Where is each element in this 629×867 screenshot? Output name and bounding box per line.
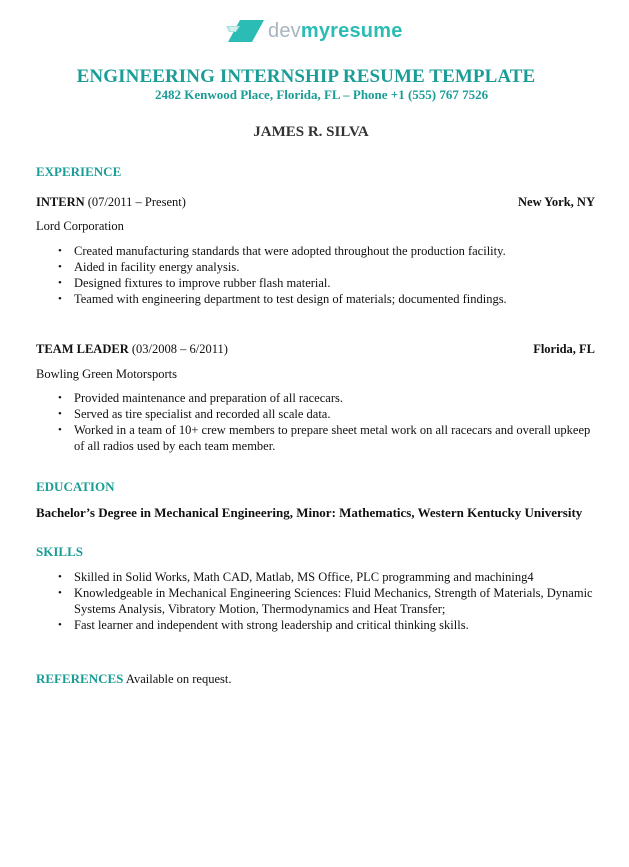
bullet-icon: • <box>58 408 62 420</box>
skills-bullets <box>36 569 596 633</box>
references-line <box>36 671 232 687</box>
list-item <box>36 275 596 291</box>
bullet-icon: • <box>58 277 62 289</box>
job-header-1 <box>36 195 595 210</box>
bullet-text: Created manufacturing standards that were adopted throughout the production facility. <box>74 244 506 258</box>
list-item <box>36 291 596 307</box>
bullet-text: Aided in facility energy analysis. <box>74 260 240 274</box>
bullet-text: Worked in a team of 10+ crew members to prepare sheet metal work on all racecars and overall upkeep of all radios used by each team member. <box>74 423 591 453</box>
job-title-dates <box>36 195 186 210</box>
contact-address: 2482 Kenwood Place, Florida, FL – Phone +1 (555) 767 7526 <box>155 87 489 102</box>
job-title: INTERN <box>36 195 85 209</box>
job-title: TEAM LEADER <box>36 342 129 356</box>
job-dates: (03/2008 – 6/2011) <box>128 342 228 356</box>
brand-logo[interactable] <box>226 16 403 46</box>
resume-title: ENGINEERING INTERNSHIP RESUME TEMPLATE <box>76 66 536 87</box>
bullet-icon: • <box>58 587 62 599</box>
bullet-icon: • <box>58 392 62 404</box>
bullet-icon: • <box>58 571 62 583</box>
job-company: Bowling Green Motorsports <box>36 367 177 381</box>
list-item <box>36 617 596 633</box>
job-bullets-1 <box>36 243 596 307</box>
bullet-text: Provided maintenance and preparation of all racecars. <box>74 391 343 405</box>
bullet-icon: • <box>58 261 62 273</box>
brand-name-bold: myresume <box>300 19 403 42</box>
list-item <box>36 390 596 406</box>
bullet-text: Skilled in Solid Works, Math CAD, Matlab, MS Office, PLC programming and machining4 <box>74 570 534 584</box>
list-item <box>36 585 596 617</box>
bullet-icon: • <box>58 619 62 631</box>
list-item <box>36 422 596 454</box>
bullet-text: Knowledgeable in Mechanical Engineering Sciences: Fluid Mechanics, Strength of Materials, Dynamic Systems Analysis, Vibratory Motion, Thermodynamics and Heat Transfer; <box>74 586 593 616</box>
job-location: New York, NY <box>518 195 595 209</box>
bullet-icon: • <box>58 424 62 436</box>
brand-name-light: dev <box>268 19 301 42</box>
bullet-icon: • <box>58 293 62 305</box>
references-text: Available on request. <box>123 672 232 686</box>
job-company: Lord Corporation <box>36 219 124 233</box>
job-bullets-2 <box>36 390 596 454</box>
bullet-text: Fast learner and independent with strong leadership and critical thinking skills. <box>74 618 469 632</box>
list-item <box>36 259 596 275</box>
experience-heading: EXPERIENCE <box>36 164 122 179</box>
bullet-icon: • <box>58 245 62 257</box>
list-item <box>36 243 596 259</box>
bullet-text: Teamed with engineering department to test design of materials; documented findings. <box>74 292 507 306</box>
bullet-text: Served as tire specialist and recorded all scale data. <box>74 407 331 421</box>
bullet-text: Designed fixtures to improve rubber flash material. <box>74 276 331 290</box>
education-degree: Bachelor’s Degree in Mechanical Engineering, Minor: Mathematics, Western Kentucky University <box>36 505 583 520</box>
checkmark-document-icon <box>226 20 264 42</box>
brand-wordmark <box>268 20 403 43</box>
job-location: Florida, FL <box>533 342 595 356</box>
references-heading: REFERENCES <box>36 671 124 686</box>
job-title-dates <box>36 342 228 357</box>
skills-heading: SKILLS <box>36 544 83 559</box>
list-item <box>36 406 596 422</box>
list-item <box>36 569 596 585</box>
job-dates: (07/2011 – Present) <box>84 195 186 209</box>
education-heading: EDUCATION <box>36 479 115 494</box>
job-header-2 <box>36 342 595 357</box>
candidate-name: JAMES R. SILVA <box>253 124 369 140</box>
